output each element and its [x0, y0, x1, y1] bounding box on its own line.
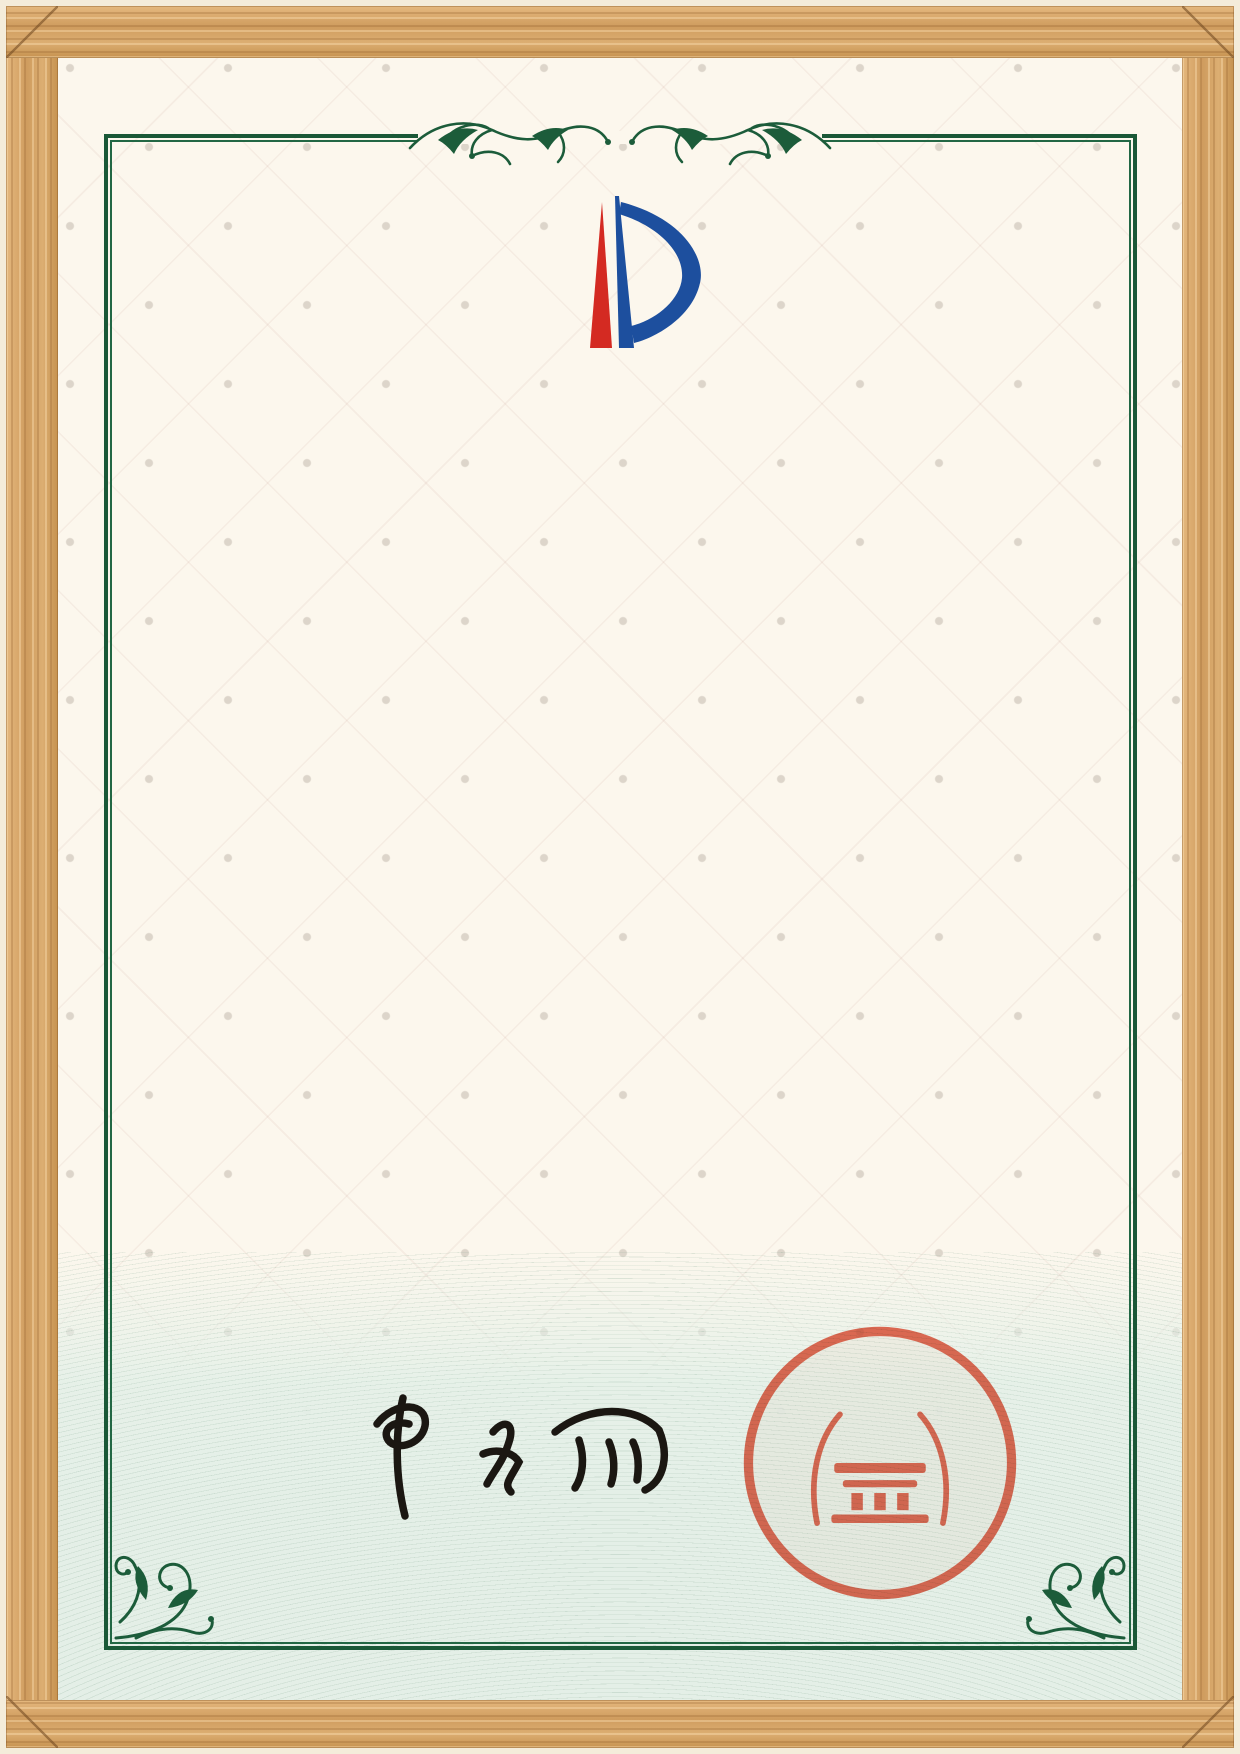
cnipa-logo [533, 180, 718, 362]
qr-code [997, 214, 1094, 311]
grant-number [643, 968, 657, 998]
official-seal [737, 1320, 1023, 1606]
barcode [176, 1308, 478, 1338]
director-signature [365, 1388, 685, 1523]
wood-frame-bottom [6, 1700, 1234, 1748]
wood-frame-top [6, 6, 1234, 58]
wood-frame-left [6, 6, 58, 1748]
wood-frame-right [1182, 6, 1234, 1748]
grant-row [165, 968, 179, 998]
